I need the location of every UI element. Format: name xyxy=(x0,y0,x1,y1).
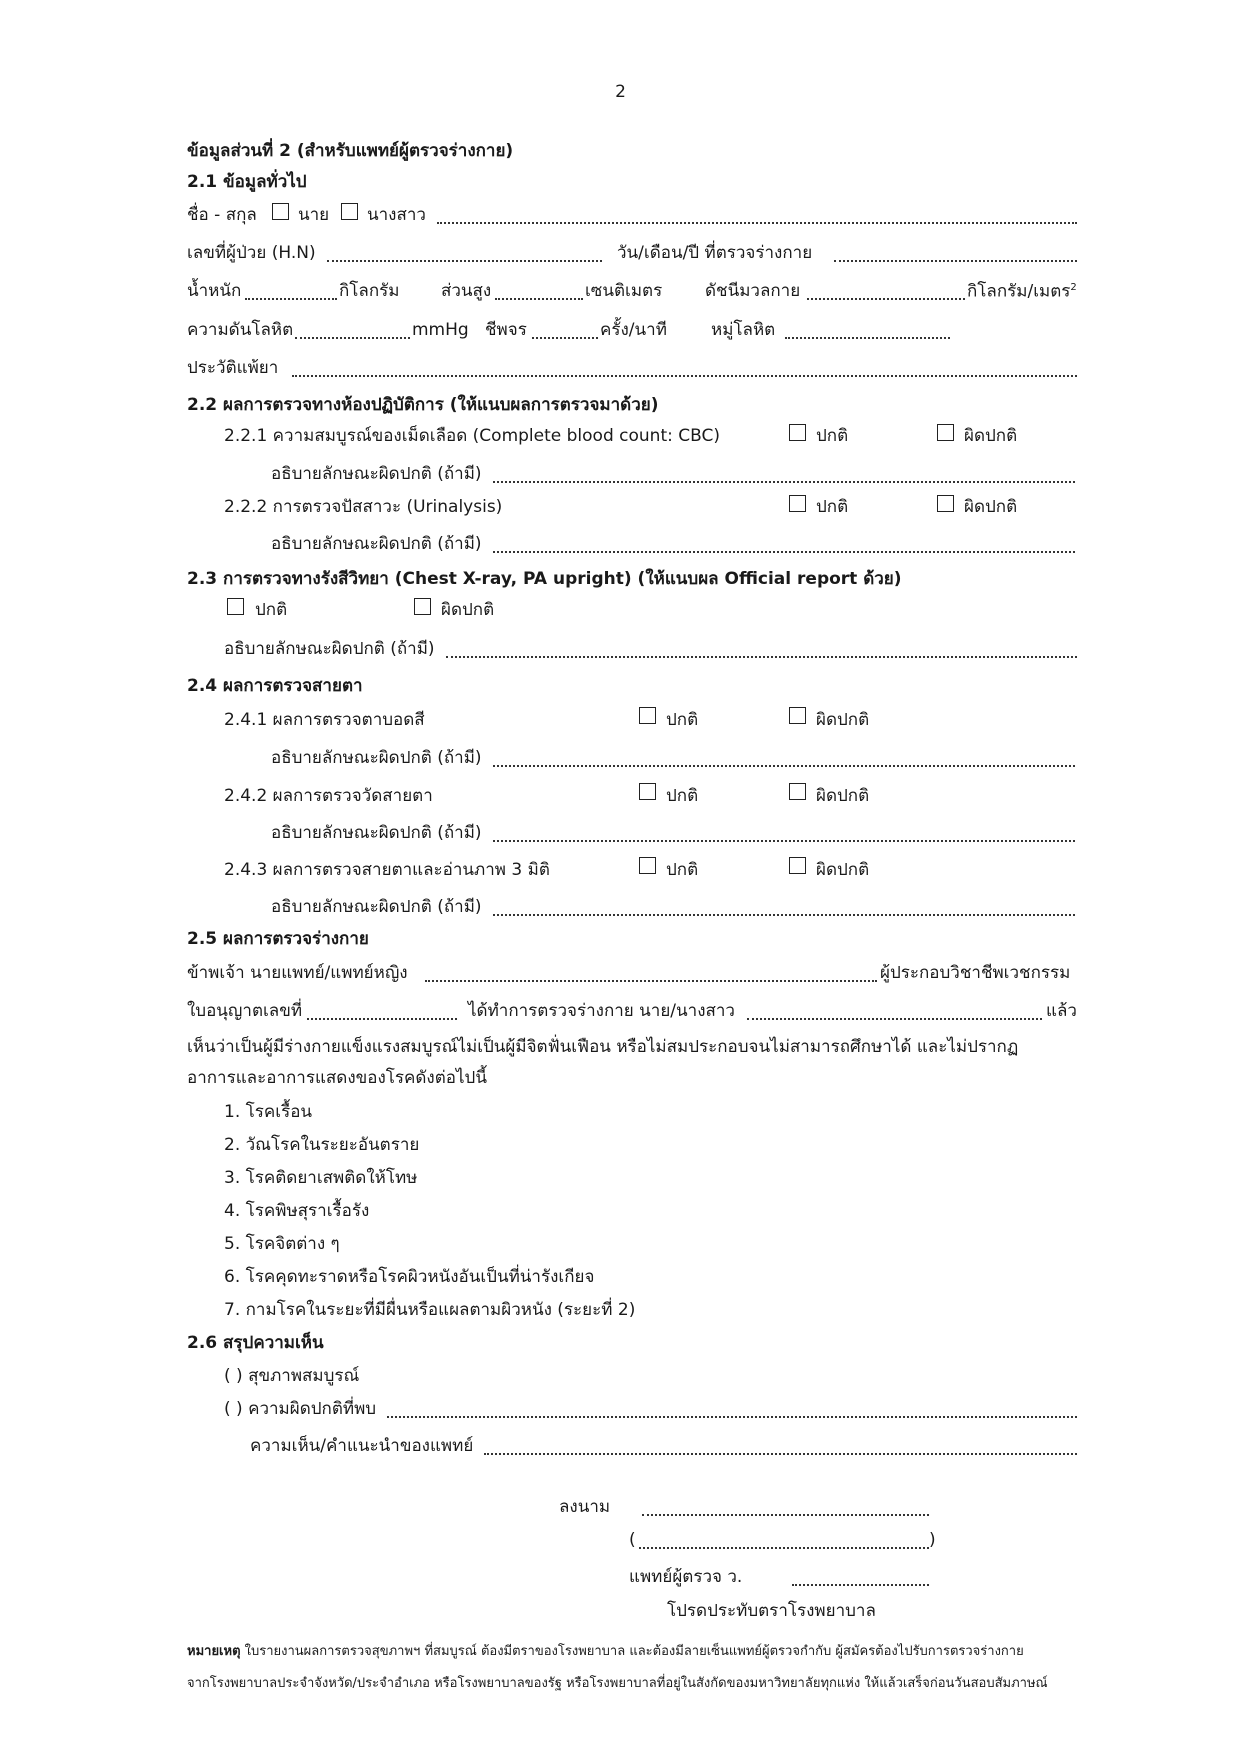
ua-normal-checkbox[interactable] xyxy=(789,495,806,512)
visual-acuity-normal-label: ปกติ xyxy=(666,786,699,806)
allergy-label: ประวัติแพ้ยา xyxy=(187,358,279,378)
colorblind-abnormal-label: ผิดปกติ xyxy=(816,710,870,730)
part-title: ข้อมูลส่วนที่ 2 (สำหรับแพทย์ผู้ตรวจร่างกาย) xyxy=(187,141,514,161)
examined-label: ได้ทำการตรวจร่างกาย นาย/นางสาว xyxy=(468,1001,735,1021)
ua-abnormal-checkbox[interactable] xyxy=(937,495,954,512)
miss-label: นางสาว xyxy=(367,205,426,225)
doctor-advice-field[interactable] xyxy=(484,1453,1077,1455)
footnote-line-1: หมายเหตุ ใบรายงานผลการตรวจสุขภาพฯ ที่สมบูรณ์ ต้องมีตราของโรงพยาบาล และต้องมีลายเซ็นแพทย์ผู้ตรวจกำกับ ผู้สมัครต้องไปรับการตรวจร่างกาย xyxy=(187,1644,1024,1659)
weight-label: น้ำหนัก xyxy=(187,281,242,301)
hn-field[interactable] xyxy=(327,260,602,262)
xray-describe-label: อธิบายลักษณะผิดปกติ (ถ้ามี) xyxy=(224,639,435,659)
cbc-normal-checkbox[interactable] xyxy=(789,424,806,441)
colorblind-describe-label: อธิบายลักษณะผิดปกติ (ถ้ามี) xyxy=(271,748,482,768)
visual-acuity-abnormal-label: ผิดปกติ xyxy=(816,786,870,806)
name-label: ชื่อ - สกุล xyxy=(187,205,257,225)
weight-unit: กิโลกรัม xyxy=(339,281,400,301)
bp-label: ความดันโลหิต xyxy=(187,320,294,340)
bmi-label: ดัชนีมวลกาย xyxy=(705,281,801,301)
section-2-3-title: 2.3 การตรวจทางรังสีวิทยา (Chest X-ray, PA upright) (ให้แนบผล Official report ด้วย) xyxy=(187,569,902,589)
section-2-2-title: 2.2 ผลการตรวจทางห้องปฏิบัติการ (ให้แนบผลการตรวจมาด้วย) xyxy=(187,395,659,415)
visual-acuity-describe-field[interactable] xyxy=(493,840,1075,842)
mr-checkbox[interactable] xyxy=(272,203,289,220)
xray-describe-field[interactable] xyxy=(446,656,1077,658)
doctor-license-label: แพทย์ผู้ตรวจ ว. xyxy=(629,1567,743,1587)
cbc-abnormal-checkbox[interactable] xyxy=(937,424,954,441)
paren-close: ) xyxy=(929,1530,936,1550)
pulse-unit: ครั้ง/นาที xyxy=(600,320,667,340)
name-field[interactable] xyxy=(437,222,1077,224)
section-2-6-title: 2.6 สรุปความเห็น xyxy=(187,1333,324,1353)
candidate-name-field[interactable] xyxy=(747,1018,1042,1020)
blood-group-field[interactable] xyxy=(785,337,950,339)
xray-normal-label: ปกติ xyxy=(255,600,288,620)
hospital-stamp-label: โปรดประทับตราโรงพยาบาล xyxy=(667,1601,876,1621)
visual-acuity-normal-checkbox[interactable] xyxy=(639,783,656,800)
signature-field[interactable] xyxy=(642,1514,929,1516)
exam-date-field[interactable] xyxy=(834,260,1077,262)
ua-describe-field[interactable] xyxy=(493,551,1075,553)
cbc-abnormal-label: ผิดปกติ xyxy=(964,426,1018,446)
hn-label: เลขที่ผู้ป่วย (H.N) xyxy=(187,243,316,263)
colorblind-normal-label: ปกติ xyxy=(666,710,699,730)
ua-normal-label: ปกติ xyxy=(816,497,849,517)
page-number: 2 xyxy=(615,82,626,102)
visual-acuity-label: 2.4.2 ผลการตรวจวัดสายตา xyxy=(224,786,433,806)
height-unit: เซนติเมตร xyxy=(585,281,663,301)
stereo-label: 2.4.3 ผลการตรวจสายตาและอ่านภาพ 3 มิติ xyxy=(224,860,550,880)
allergy-field[interactable] xyxy=(292,375,1077,377)
printed-name-field[interactable] xyxy=(639,1547,929,1549)
pulse-label: ชีพจร xyxy=(485,320,527,340)
colorblind-describe-field[interactable] xyxy=(493,765,1075,767)
visual-acuity-abnormal-checkbox[interactable] xyxy=(789,783,806,800)
cbc-label: 2.2.1 ความสมบูรณ์ของเม็ดเลือด (Complete blood count: CBC) xyxy=(224,426,720,446)
license-label: ใบอนุญาตเลขที่ xyxy=(187,1001,303,1021)
section-2-5-title: 2.5 ผลการตรวจร่างกาย xyxy=(187,929,369,949)
sign-label: ลงนาม xyxy=(559,1497,611,1517)
practitioner-label: ผู้ประกอบวิชาชีพเวชกรรม xyxy=(880,963,1071,983)
cbc-describe-field[interactable] xyxy=(493,481,1075,483)
stereo-describe-label: อธิบายลักษณะผิดปกติ (ถ้ามี) xyxy=(271,897,482,917)
colorblind-normal-checkbox[interactable] xyxy=(639,707,656,724)
disease-item: 6. โรคคุดทะราดหรือโรคผิวหนังอันเป็นที่น่ารังเกียจ xyxy=(224,1267,595,1287)
stereo-normal-checkbox[interactable] xyxy=(639,857,656,874)
exam-date-label: วัน/เดือน/ปี ที่ตรวจร่างกาย xyxy=(617,243,813,263)
ua-abnormal-label: ผิดปกติ xyxy=(964,497,1018,517)
bp-unit: mmHg xyxy=(412,320,469,340)
section-2-1-title: 2.1 ข้อมูลทั่วไป xyxy=(187,172,307,192)
stereo-describe-field[interactable] xyxy=(493,914,1075,916)
height-label: ส่วนสูง xyxy=(441,281,492,301)
abnormal-found-option[interactable]: ( ) ความผิดปกติที่พบ xyxy=(224,1399,377,1419)
miss-checkbox[interactable] xyxy=(341,203,358,220)
doctor-name-field[interactable] xyxy=(425,980,877,982)
footnote-line-2: จากโรงพยาบาลประจำจังหวัด/ประจำอำเภอ หรือโรงพยาบาลของรัฐ หรือโรงพยาบาลที่อยู่ในสังกัดของมหาวิทยาลัยทุกแห่ง ให้แล้วเสร็จก่อนวันสอบสัมภาษณ์ xyxy=(187,1676,1048,1691)
ua-describe-label: อธิบายลักษณะผิดปกติ (ถ้ามี) xyxy=(271,534,482,554)
healthy-option[interactable]: ( ) สุขภาพสมบูรณ์ xyxy=(224,1366,360,1386)
bmi-unit: กิโลกรัม/เมตร$^2$ xyxy=(967,281,1077,302)
section-2-4-title: 2.4 ผลการตรวจสายตา xyxy=(187,676,363,696)
doctor-license-field[interactable] xyxy=(792,1584,929,1586)
statement-line-3: เห็นว่าเป็นผู้มีร่างกายแข็งแรงสมบูรณ์ไม่เป็นผู้มีจิตฟั่นเฟือน หรือไม่สมประกอบจนไม่สามารถศึกษาได้ และไม่ปรากฏ xyxy=(187,1037,1019,1057)
disease-item: 2. วัณโรคในระยะอันตราย xyxy=(224,1135,420,1155)
abnormal-found-field[interactable] xyxy=(387,1416,1077,1418)
bp-field[interactable] xyxy=(295,337,410,339)
bmi-field[interactable] xyxy=(807,298,965,300)
visual-acuity-describe-label: อธิบายลักษณะผิดปกติ (ถ้ามี) xyxy=(271,823,482,843)
doctor-advice-label: ความเห็น/คำแนะนำของแพทย์ xyxy=(250,1436,474,1456)
stereo-abnormal-checkbox[interactable] xyxy=(789,857,806,874)
xray-abnormal-checkbox[interactable] xyxy=(414,598,431,615)
doctor-statement-label: ข้าพเจ้า นายแพทย์/แพทย์หญิง xyxy=(187,963,408,983)
disease-item: 4. โรคพิษสุราเรื้อรัง xyxy=(224,1201,370,1221)
mr-label: นาย xyxy=(298,205,330,225)
disease-item: 3. โรคติดยาเสพติดให้โทษ xyxy=(224,1168,418,1188)
xray-normal-checkbox[interactable] xyxy=(227,598,244,615)
paren-open: ( xyxy=(629,1530,636,1550)
cbc-normal-label: ปกติ xyxy=(816,426,849,446)
disease-item: 5. โรคจิตต่าง ๆ xyxy=(224,1234,340,1254)
cbc-describe-label: อธิบายลักษณะผิดปกติ (ถ้ามี) xyxy=(271,464,482,484)
stereo-abnormal-label: ผิดปกติ xyxy=(816,860,870,880)
pulse-field[interactable] xyxy=(532,337,598,339)
colorblind-label: 2.4.1 ผลการตรวจตาบอดสี xyxy=(224,710,425,730)
license-field[interactable] xyxy=(307,1018,457,1020)
stereo-normal-label: ปกติ xyxy=(666,860,699,880)
disease-item: 1. โรคเรื้อน xyxy=(224,1102,313,1122)
colorblind-abnormal-checkbox[interactable] xyxy=(789,707,806,724)
then-label: แล้ว xyxy=(1046,1001,1077,1021)
height-field[interactable] xyxy=(495,298,583,300)
weight-field[interactable] xyxy=(245,298,337,300)
disease-item: 7. กามโรคในระยะที่มีผื่นหรือแผลตามผิวหนัง (ระยะที่ 2) xyxy=(224,1300,636,1320)
ua-label: 2.2.2 การตรวจปัสสาวะ (Urinalysis) xyxy=(224,497,503,517)
xray-abnormal-label: ผิดปกติ xyxy=(441,600,495,620)
blood-group-label: หมู่โลหิต xyxy=(711,320,776,340)
statement-line-4: อาการและอาการแสดงของโรคดังต่อไปนี้ xyxy=(187,1068,487,1088)
